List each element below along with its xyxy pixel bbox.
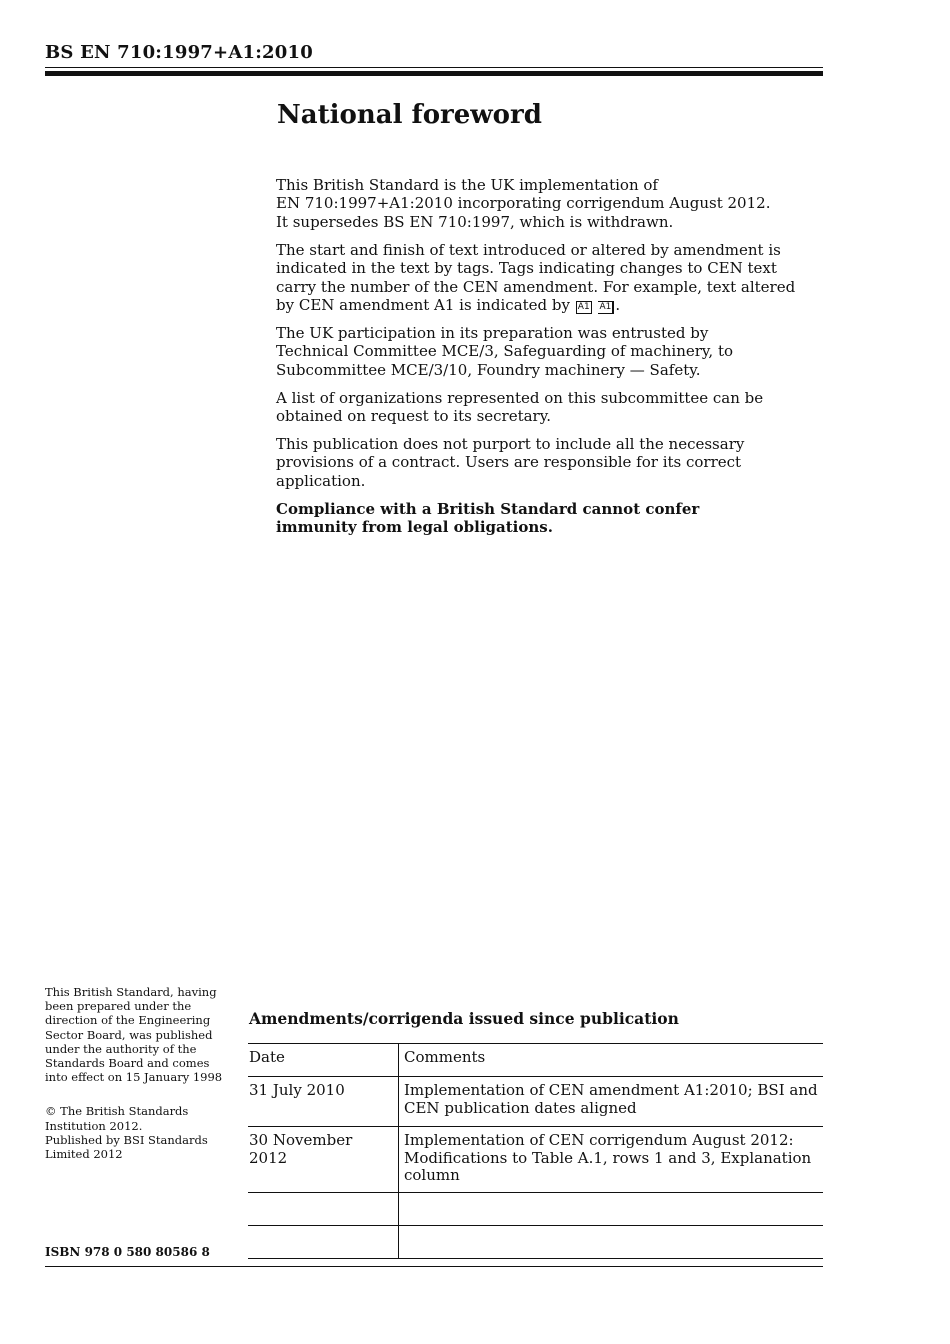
note-line: under the authority of the: [45, 1041, 197, 1056]
footer-rule: [45, 1266, 823, 1267]
amendment-start-tag-icon: A1: [577, 301, 590, 312]
text-line: Subcommittee MCE/3/10, Foundry machinery — Safety.: [276, 360, 701, 379]
table-row: [248, 1127, 823, 1193]
publication-note: [45, 985, 235, 1161]
empty-table-row: [248, 1193, 823, 1226]
copyright-line: Institution 2012.: [45, 1118, 143, 1133]
text-line: application.: [276, 471, 366, 490]
column-header-comments: Comments: [399, 1044, 824, 1077]
paragraph-compliance: [276, 500, 806, 537]
text-line: provisions of a contract. Users are responsible for its correct: [276, 453, 742, 472]
amendment-date: 30 November 2012: [248, 1127, 399, 1193]
page-title: National foreword: [277, 100, 542, 130]
table-header-row: [248, 1044, 823, 1077]
empty-cell: [248, 1193, 399, 1226]
note-line: been prepared under the: [45, 999, 192, 1014]
note-line: Standards Board and comes: [45, 1056, 210, 1071]
amendment-date: 31 July 2010: [248, 1077, 399, 1127]
text-line: A list of organizations represented on this subcommittee can be: [276, 388, 764, 407]
text-line: carry the number of the CEN amendment. For example, text altered: [276, 277, 796, 296]
document-code: BS EN 710:1997+A1:2010: [45, 42, 313, 63]
text-line: indicated in the text by tags. Tags indicating changes to CEN text: [276, 259, 777, 278]
text-line: The UK participation in its preparation was entrusted by: [276, 323, 709, 342]
column-header-date: Date: [248, 1044, 399, 1077]
paragraph-amendment-tags: [276, 241, 806, 315]
text-line: This British Standard is the UK implementation of: [276, 176, 658, 194]
comment-line: Implementation of CEN corrigendum August 2012:: [404, 1131, 794, 1149]
header-rule-thick: [45, 71, 823, 76]
copyright-line: Published by BSI Standards: [45, 1132, 208, 1147]
header-rule-thin: [45, 67, 823, 68]
empty-cell: [248, 1226, 399, 1259]
text-line: immunity from legal obligations.: [276, 518, 553, 536]
copyright-line: Limited 2012: [45, 1147, 123, 1162]
comment-line: Implementation of CEN amendment A1:2010; BSI and: [404, 1081, 818, 1099]
note-line: Sector Board, was published: [45, 1027, 213, 1042]
text-line: This publication does not purport to include all the necessary: [276, 434, 745, 453]
note-line: This British Standard, having: [45, 985, 217, 999]
amendments-heading: Amendments/corrigenda issued since publication: [249, 1009, 679, 1028]
text-line-with-tags: [276, 296, 806, 314]
empty-table-row: [248, 1226, 823, 1259]
paragraph-contract: [276, 435, 806, 490]
comment-line: Modifications to Table A.1, rows 1 and 3, Explanation: [404, 1148, 812, 1167]
note-spacer: [45, 1084, 235, 1104]
note-line: into effect on 15 January 1998: [45, 1070, 223, 1085]
comment-line: CEN publication dates aligned: [404, 1098, 637, 1117]
comment-line: column: [404, 1166, 460, 1184]
text-line: It supersedes BS EN 710:1997, which is withdrawn.: [276, 212, 674, 231]
text-line: The start and finish of text introduced or altered by amendment is: [276, 240, 781, 259]
amendment-end-tag-icon: A1: [598, 301, 614, 314]
copyright-line: © The British Standards: [45, 1104, 189, 1119]
text-fragment: .: [615, 295, 621, 314]
text-line: Compliance with a British Standard cannot confer: [276, 499, 700, 518]
paragraph-participation: [276, 324, 806, 379]
empty-cell: [399, 1226, 824, 1259]
note-line: direction of the Engineering: [45, 1013, 211, 1028]
empty-cell: [399, 1193, 824, 1226]
amendment-comments: [399, 1077, 824, 1127]
text-line: obtained on request to its secretary.: [276, 406, 551, 425]
amendment-comments: [399, 1127, 824, 1193]
text-line: Technical Committee MCE/3, Safeguarding of machinery, to: [276, 342, 734, 361]
paragraph-organizations: [276, 389, 806, 426]
text-line: EN 710:1997+A1:2010 incorporating corrigendum August 2012.: [276, 194, 771, 213]
table-row: [248, 1077, 823, 1127]
amendments-table: [248, 1043, 823, 1259]
paragraph-implementation: [276, 176, 806, 231]
foreword-body: [276, 176, 806, 546]
isbn: ISBN 978 0 580 80586 8: [45, 1245, 210, 1259]
text-fragment: by CEN amendment A1 is indicated by: [276, 295, 570, 314]
